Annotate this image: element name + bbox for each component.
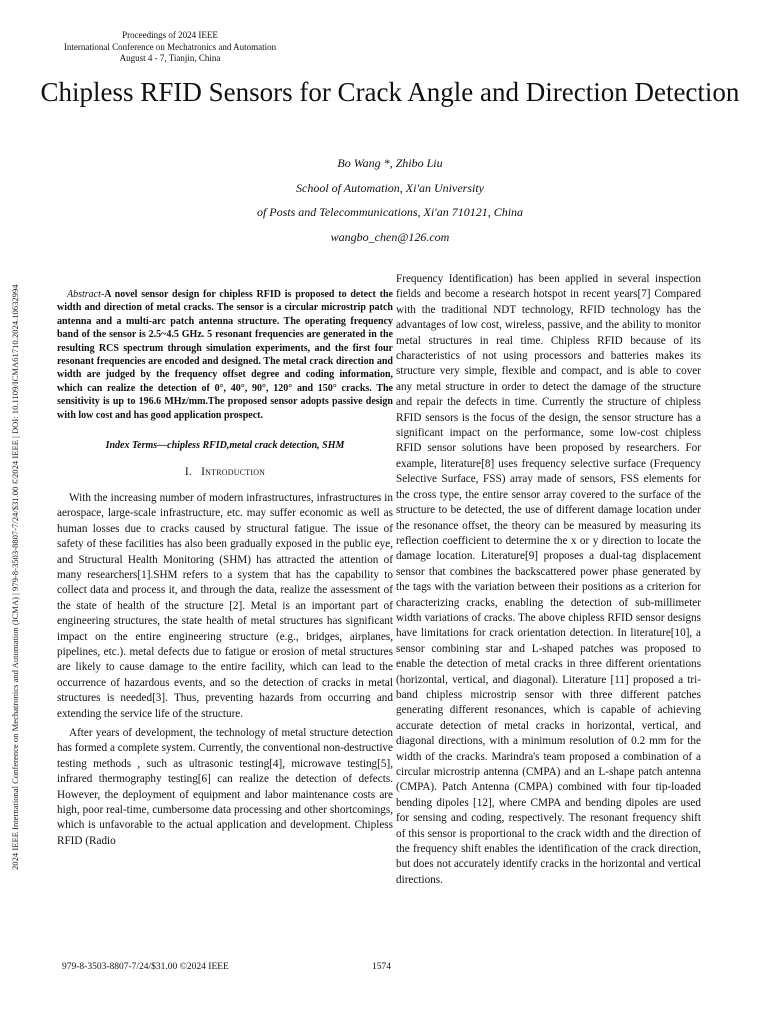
paragraph-1: With the increasing number of modern infrastructures, infrastructures in aerospace, large-scale infrastructure, etc. may suffer economic as well as human losses due to cracks caused by structural fatigue. The issue of safety of these facilities has also been gradually exposed in the public eye, and Structural Health Monitoring (SHM) has attracted the attention of many researchers[1].SHM refers to a system that has the capability to collect data and process it, and through the data, realize the assessment of the state of health of the structure [2]. Metal is an important part of engineering structures, the state health of metal structures has significant impact on the entire engineering structure (e.g., bridges, airplanes, pipelines, etc.). metal defects due to fatigue or erosion of metal structures are likely to cause damage to the entire facility, which can lead to the occurrence of hazardous events, and so the detection of cracks in metal structures is needed[3]. Thus, preventing hazards from occurring and extending the service life of the structure. [57, 491, 393, 720]
proceedings-line-2: International Conference on Mechatronics and Automation [63, 41, 277, 52]
proceedings-line-3: August 4 - 7, Tianjin, China [119, 53, 221, 63]
abstract-lead: Abstract- [67, 289, 105, 300]
footer-copyright: 979-8-3503-8807-7/24/$31.00 ©2024 IEEE [62, 962, 229, 972]
page-number: 1574 [372, 962, 391, 972]
abstract-text: A novel sensor design for chipless RFID is proposed to detect the width and direction of metal cracks. The sensor is a circular microstrip patch antenna and a multi-arc patch antenna structure. The operating frequency band of the sensor is 2.5~4.5 GHz. 5 resonant frequencies are generated in the resulting RCS spectrum through simulation experiments, and the first four resonant frequencies are encoded and designed. The metal crack direction and width are judged by the frequency offset degree and coding information, which can realize the detection of 0°, 40°, 90°, 120° and 150° cracks. The sensitivity is up to 196.6 MHz/mm.The proposed sensor adopts passive design with low cost and has good application prospect. [57, 289, 393, 421]
author-names: Bo Wang *, Zhibo Liu [337, 156, 443, 170]
author-block [40, 151, 740, 249]
section-heading [57, 465, 393, 480]
paragraph-2: After years of development, the technology of metal structure detection has formed a complete system. Currently, the conventional non-destructive testing methods , such as ultrasonic testing[4], microwave testing[5], infrared thermography testing[6] can realize the detection of defects. However, the deployment of equipment and labor maintenance costs are high, poor real-time, cumbersome data processing and other shortcomings, which is unfavorable to the actual application and development. Chipless RFID (Radio [57, 726, 393, 847]
affiliation-line-1: School of Automation, Xi'an University [296, 180, 484, 195]
proceedings-line-1: Proceedings of 2024 IEEE [122, 30, 218, 40]
affiliation-line-2: of Posts and Telecommunications, Xi'an 710121, China [256, 205, 524, 219]
abstract [57, 288, 393, 422]
right-column [396, 272, 701, 888]
left-column [57, 288, 393, 849]
paragraph-3: Frequency Identification) has been applied in several inspection fields and become a research hotspot in recent years[7] Compared with the traditional NDT technology, RFID technology has the advantages of low cost, wireless, passive, and the ability to monitor metal structures in real time. Chipless RFID because of its characteristics of not using processors and batteries makes its structure very simple, flexible and compact, and is able to cover any metal structure in order to detect the damage of the structure and repair the defects in time. Currently the structure of chipless RFID sensors is the focus of the design, the sensor structure has a significant impact on the performance, some low-cost chipless RFID sensor solutions have been proposed by researchers. For example, literature[8] uses frequency selective surface (Frequency Selective Surface, FSS) array made of sensors, FSS elements for the cross type, the entire sensor array covered to the surface of the structure to be detected, the use of different damage location under the resonance offset, the theory can be measured by measuring its reflection coefficient to determine the x or y direction to locate the damage location. Literature[9] proposes a dual-tag displacement sensor that combines the backscattered power phase generated by the tags with the variation between their positions as a criterion for characterizing cracks, enabling the detection of sub-millimeter width variations of cracks. The above chipless RFID sensor designs have limitations for crack orientation detection. In literature[10], a sensor combining star and L-shaped patches was proposed to enable the detection of metal cracks in three different orientations (horizontal, vertical, and diagonal). Literature [11] proposed a tri-band chipless microstrip sensor with three different patches generating different resonances, which is capable of achieving accurate detection of metal cracks in horizontal, vertical, and diagonal directions, with a minimum resolution of 0.2 mm for the width of the cracks. Marindra's team proposed a combination of a circular microstrip antenna (CMPA) and an L-shape patch antenna (CMPA). Patch Antenna (CMPA) combined with four tip-loaded bending dipoles [12], where CMPA and bending dipoles are used for sensing and coding, respectively. The resonant frequency shift of this sensor is proportional to the crack width and the direction of the frequency shift enables the identification of the crack direction, but does not accurately identify cracks in the horizontal and vertical directions. [396, 273, 701, 886]
section-number: I. [184, 466, 192, 479]
proceedings-header [40, 30, 300, 65]
index-terms: Index Terms—chipless RFID,metal crack detection, SHM [105, 440, 345, 452]
doi-side-strip: 2024 IEEE International Conference on Mechatronics and Automation (ICMA) | 979-8-3503-8807-7/24/$31.00 ©2024 IEEE | DOI: 10.1109/ICMA61710.2024.10632994 [10, 284, 20, 870]
author-email: wangbo_chen@126.com [330, 229, 450, 244]
paper-title: Chipless RFID Sensors for Crack Angle and Direction Detection [40, 77, 740, 107]
section-title: Introduction [201, 466, 266, 479]
